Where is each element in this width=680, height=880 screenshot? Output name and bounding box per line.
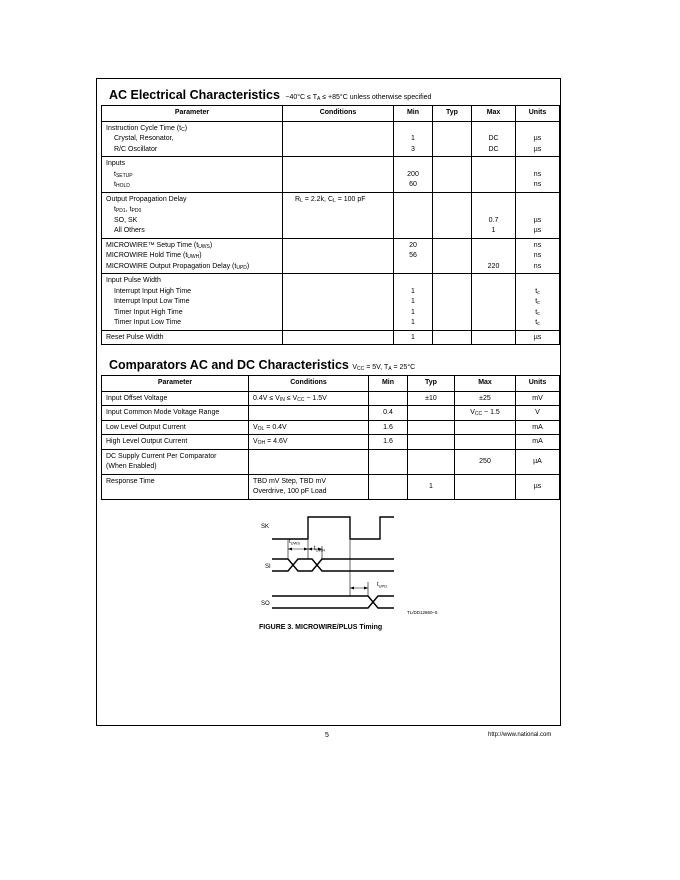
table-row: Input Common Mode Voltage Range 0.4 $V_{CC} - 1.5$ V (102, 406, 560, 421)
table-row: Input Offset Voltage $0.4V \le V_{IN} \le V_{CC} - 1.5V$ ±10 ±25 mV (102, 391, 560, 406)
microwire-timing-diagram (250, 510, 450, 622)
table-row: DC Supply Current Per Comparator (When Enabled) 250 µA (102, 449, 560, 474)
table-row: Input Pulse Width Interrupt Input High Time Interrupt Input Low Time Timer Input High Time Timer Input Low Time 1 1 1 1 $t_c$ $t_c$ $t_c$ $t_c$ (102, 274, 560, 331)
sk-waveform (272, 517, 394, 539)
page-number: 5 (325, 732, 329, 739)
table-row: Response Time TBD mV Step, TBD mV Overdrive, 100 pF Load 1 µs (102, 474, 560, 499)
table-row: High Level Output Current $V_{OH} = 4.6V$ 1.6 mA (102, 435, 560, 450)
t-uws-label: $t_{UWS}$ (289, 539, 301, 546)
ac-section-title: AC Electrical Characteristics $-40^\circ C \le T_A \le +85^\circ C$ unless otherwise specified (109, 88, 432, 102)
t-uwh-label: $t_{UWH}$ (314, 546, 326, 553)
figure-caption: FIGURE 3. MICROWIRE/PLUS Timing (259, 624, 383, 631)
figure-ref: TL/DD12860–5 (407, 610, 438, 615)
si-label: SI (265, 564, 271, 570)
table-header-row: Parameter Conditions Min Typ Max Units (102, 106, 560, 122)
comparators-table (101, 375, 560, 500)
ac-conditions: $-40^\circ C \le T_A \le +85^\circ C$ unless otherwise specified (285, 94, 432, 102)
table-row: Output Propagation Delay $t_{PD1}$, $t_{PD0}$ SO, SK All Others $R_L = 2.2k$, $C_L = 100$ pF 0.7 1 µs µs (102, 192, 560, 238)
table-header-row: Parameter Conditions Min Typ Max Units (102, 376, 560, 392)
ac-characteristics-table (101, 105, 560, 345)
t-upd-label: $t_{UPD}$ (377, 582, 388, 589)
table-row: Reset Pulse Width 1 µs (102, 330, 560, 345)
table-row: Low Level Output Current $V_{OL} = 0.4V$ 1.6 mA (102, 420, 560, 435)
comparators-section-title: Comparators AC and DC Characteristics $V_{CC} = 5V$, $T_A = 25^\circ C$ (109, 358, 416, 372)
table-row: Instruction Cycle Time $(t_C)$ Crystal, Resonator, R/C Oscillator 1 3 DC DC µs µs (102, 121, 560, 157)
comparators-conditions: $V_{CC} = 5V$, $T_A = 25^\circ C$ (352, 364, 416, 372)
table-row: Inputs $t_{SETUP}$ $t_{HOLD}$ 200 60 ns ns (102, 157, 560, 193)
sk-label: SK (261, 524, 270, 530)
footer-url[interactable]: http://www.national.com (488, 732, 552, 738)
table-row: MICROWIRE™ Setup Time $(t_{UWS})$ MICROWIRE Hold Time $(t_{UWH})$ MICROWIRE Output Propagation Delay $(t_{UPD})$ 20 56 220 ns ns ns (102, 238, 560, 274)
so-label: SO (261, 601, 270, 607)
